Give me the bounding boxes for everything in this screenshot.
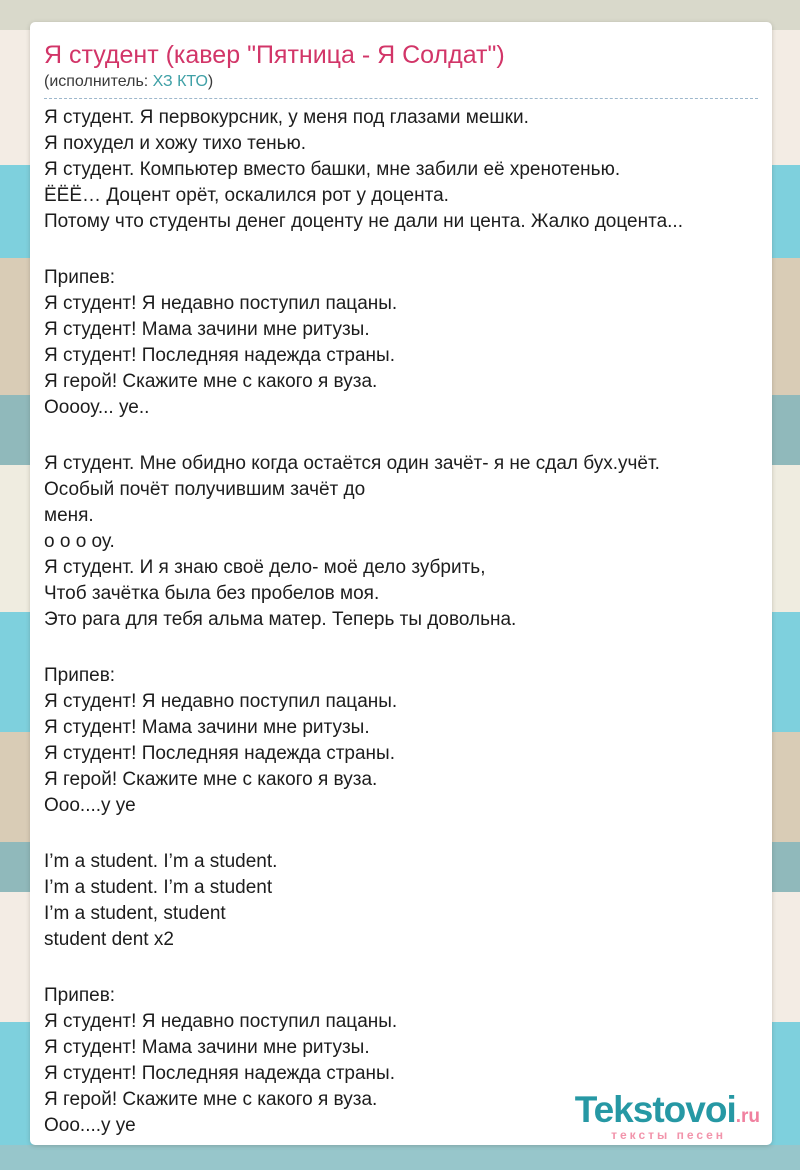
lyric-line: Ооо....у уе xyxy=(44,795,136,816)
lyric-line: Я студент. Компьютер вместо башки, мне забили её хренотенью. xyxy=(44,159,621,180)
lyrics-block xyxy=(44,663,758,819)
lyric-line: Я студент! Последняя надежда страны. xyxy=(44,345,395,366)
lyric-line: Я студент! Последняя надежда страны. xyxy=(44,743,395,764)
bg-stripe xyxy=(0,1145,800,1170)
lyric-line: student dent x2 xyxy=(44,929,174,950)
lyrics-block xyxy=(44,265,758,421)
lyric-line: Чтоб зачётка была без пробелов моя. xyxy=(44,583,380,604)
lyrics-block xyxy=(44,451,758,633)
lyric-line: Потому что студенты денег доценту не дали ни цента. Жалко доцента... xyxy=(44,211,683,232)
lyric-line: о о о оу. xyxy=(44,531,115,552)
site-logo-text: Tekstovoi xyxy=(574,1089,736,1130)
lyrics-card xyxy=(30,22,772,1145)
artist-label-suffix: ) xyxy=(207,73,214,90)
lyric-line: Припев: xyxy=(44,985,116,1006)
lyric-line: Я герой! Скажите мне с какого я вуза. xyxy=(44,1089,378,1110)
lyric-line: Я герой! Скажите мне с какого я вуза. xyxy=(44,371,378,392)
lyric-line: Я студент! Мама зачини мне ритузы. xyxy=(44,1037,370,1058)
artist-link[interactable]: ХЗ КТО xyxy=(152,73,208,90)
lyric-line: Я студент! Я недавно поступил пацаны. xyxy=(44,1011,398,1032)
lyric-line: Припев: xyxy=(44,665,116,686)
lyric-line: Я похудел и хожу тихо тенью. xyxy=(44,133,307,154)
lyrics xyxy=(44,105,758,1142)
lyrics-block xyxy=(44,849,758,953)
site-logo-link[interactable] xyxy=(575,1091,760,1141)
lyric-line: Я студент. И я знаю своё дело- моё дело зубрить, xyxy=(44,557,486,578)
site-logo-domain: .ru xyxy=(735,1106,760,1127)
lyric-line: Я студент. Я первокурсник, у меня под глазами мешки. xyxy=(44,107,529,128)
lyric-line: Я студент! Мама зачини мне ритузы. xyxy=(44,717,370,738)
lyric-line: I’m a student, student xyxy=(44,903,226,924)
lyric-line: ЁЁЁ… Доцент орёт, оскалился рот у доцента. xyxy=(44,185,449,206)
lyric-line: Я студент! Я недавно поступил пацаны. xyxy=(44,293,398,314)
lyric-line: Ооооу... уе.. xyxy=(44,397,150,418)
lyric-line: Я студент! Я недавно поступил пацаны. xyxy=(44,691,398,712)
lyric-line: I’m a student. I’m a student xyxy=(44,877,273,898)
lyric-line: Ооо....у уе xyxy=(44,1115,136,1136)
lyric-line: Я студент! Мама зачини мне ритузы. xyxy=(44,319,370,340)
site-logo-tagline: тексты песен xyxy=(611,1128,726,1142)
lyrics-block xyxy=(44,105,758,235)
lyric-line: меня. xyxy=(44,505,94,526)
lyric-line: Особый почёт получившим зачёт до xyxy=(44,479,366,500)
page-title: Я студент (кавер "Пятница - Я Солдат") xyxy=(44,41,505,69)
lyric-line: Припев: xyxy=(44,267,116,288)
lyric-line: Я герой! Скажите мне с какого я вуза. xyxy=(44,769,378,790)
lyric-line: Это рага для тебя альма матер. Теперь ты довольна. xyxy=(44,609,517,630)
artist-line xyxy=(44,72,758,99)
lyric-line: I’m a student. I’m a student. xyxy=(44,851,278,872)
artist-label-prefix: (исполнитель: xyxy=(44,73,153,90)
lyric-line: Я студент! Последняя надежда страны. xyxy=(44,1063,395,1084)
lyric-line: Я студент. Мне обидно когда остаётся один зачёт- я не сдал бух.учёт. xyxy=(44,453,660,474)
